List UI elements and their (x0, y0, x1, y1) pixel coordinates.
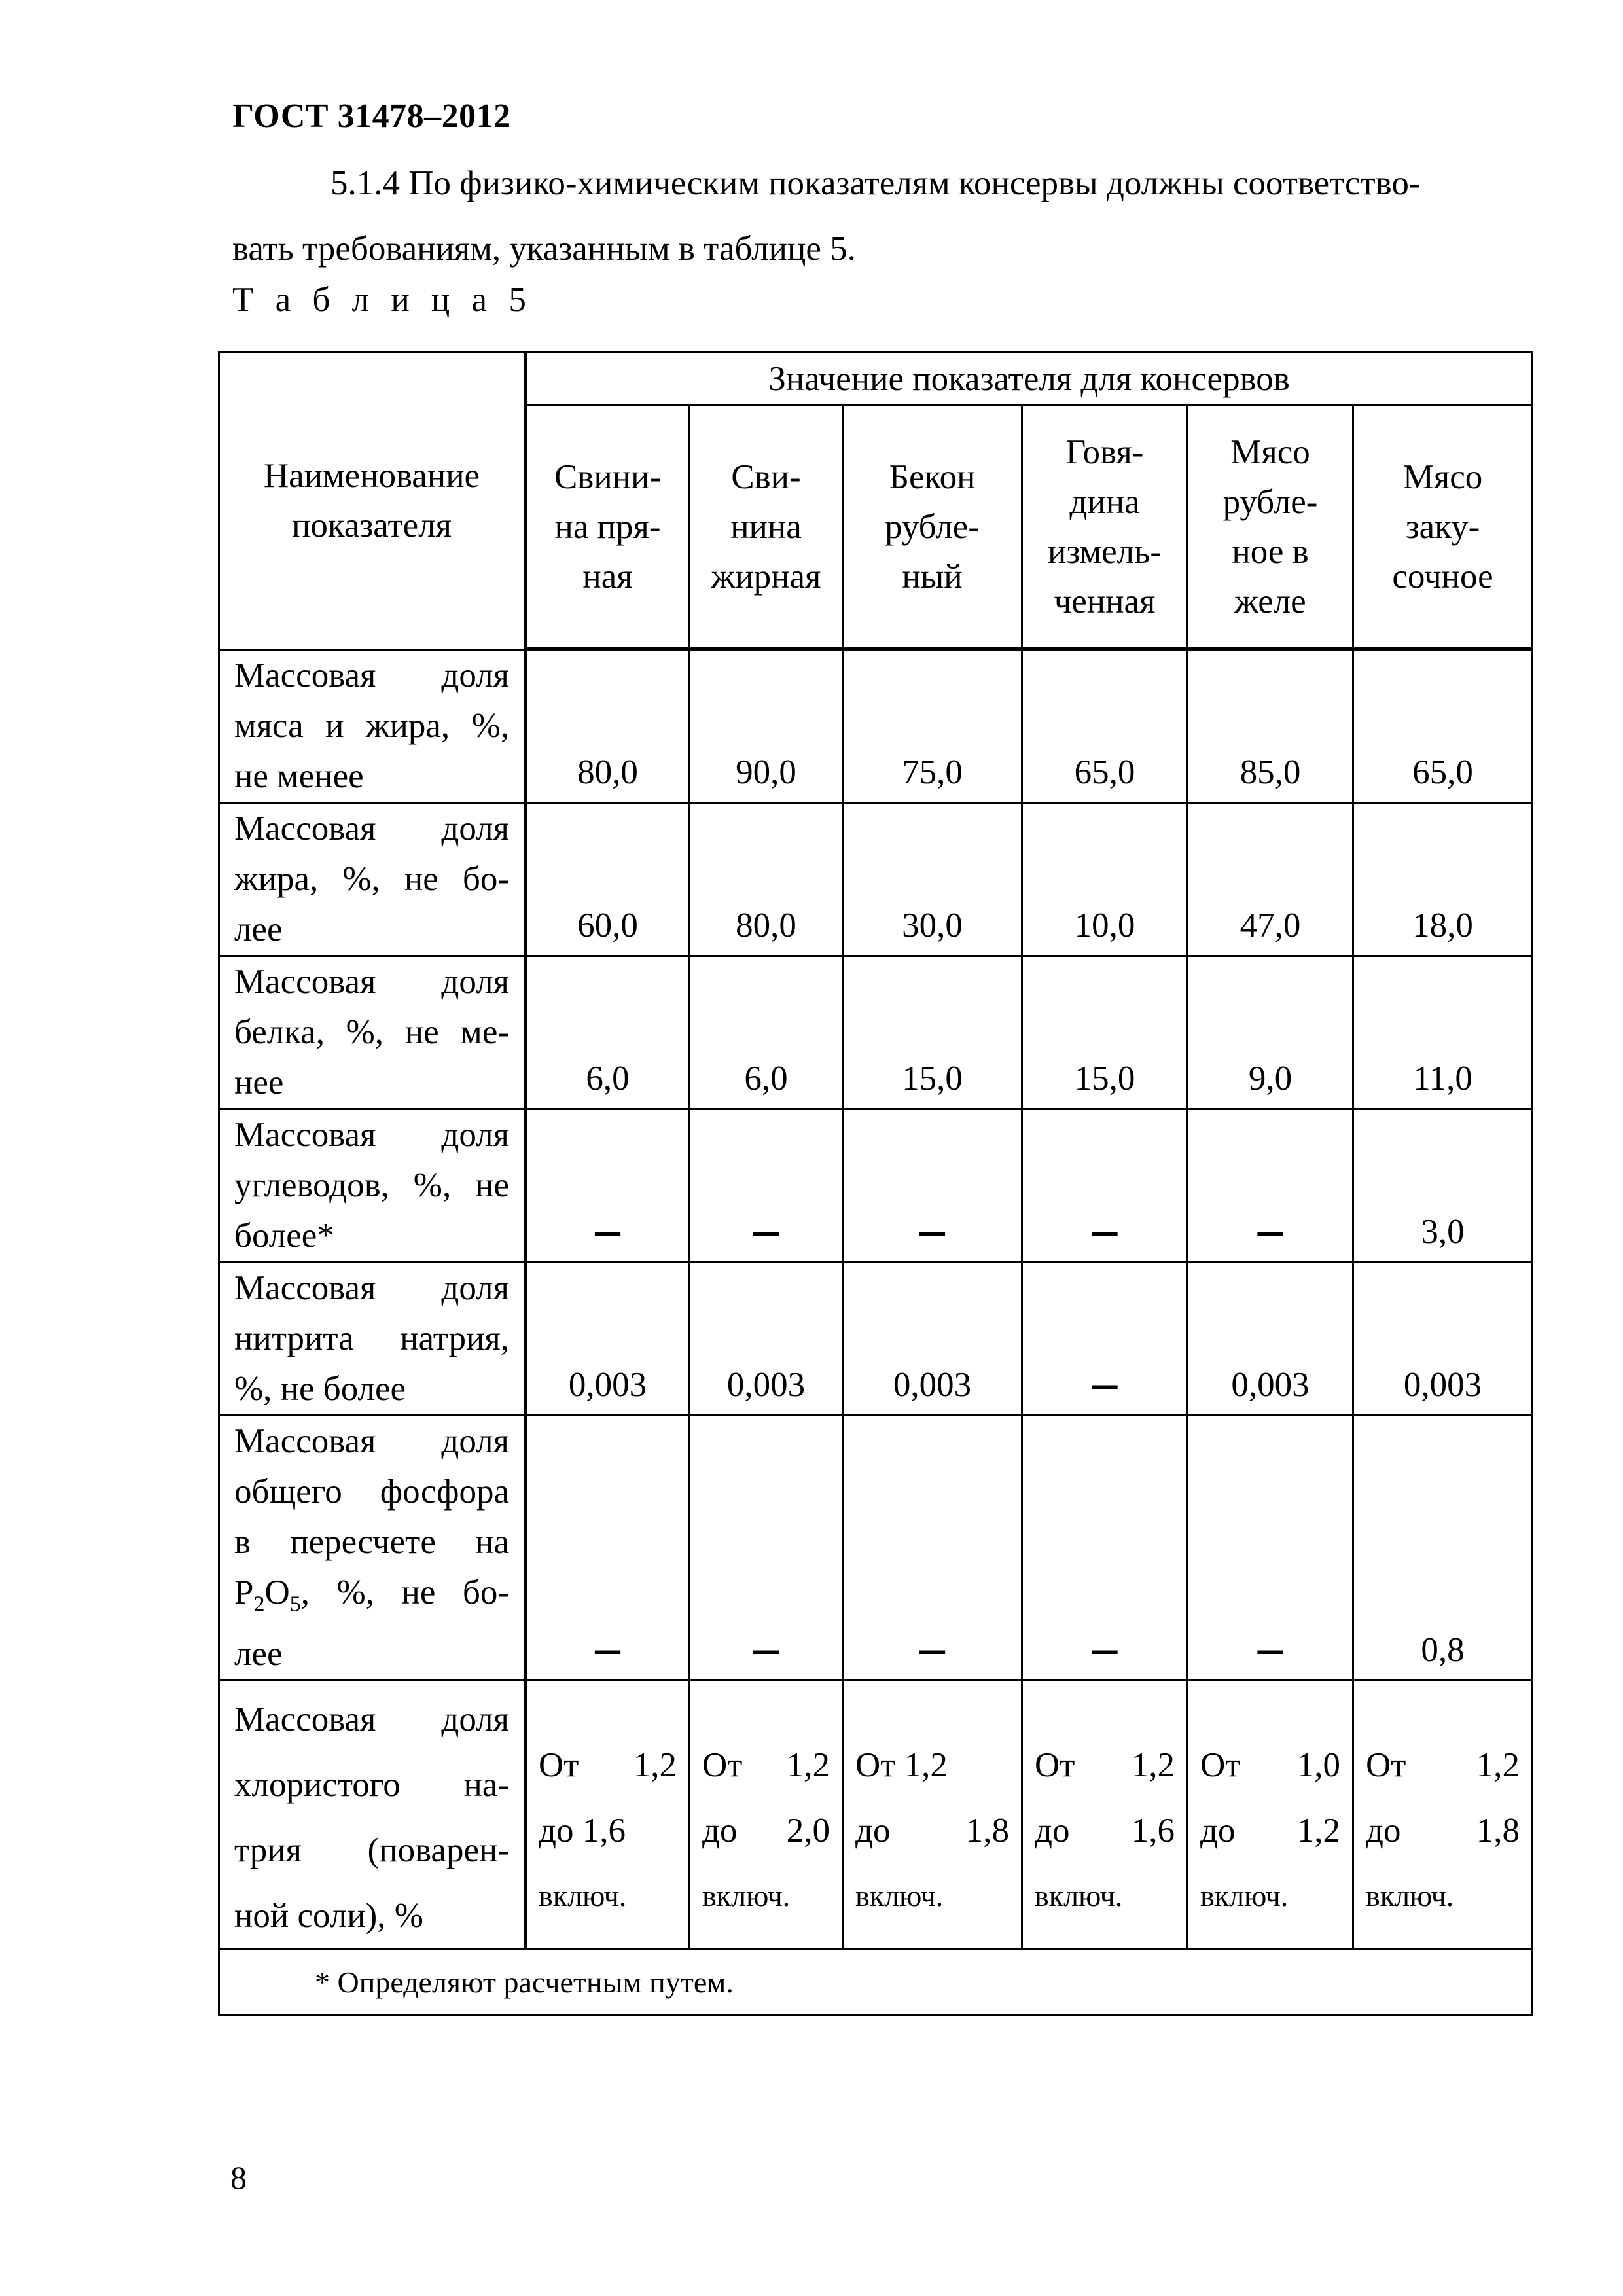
header-values-group: Значение показателя для консервов (526, 353, 1533, 406)
table-row (219, 1109, 1533, 1262)
header-col-meat-jelly: Мясо рубле- ное в желе (1188, 406, 1353, 650)
table-cell: 0,003 (690, 1262, 843, 1415)
table-row (219, 802, 1533, 956)
row-name: Массовая доля общего фосфора в пересчете на $P_2O_5$, %, не бо- лее (219, 1415, 526, 1681)
table-cell: 80,0 (526, 649, 690, 802)
table-cell: От 1,0 до 1,2 включ. (1188, 1681, 1353, 1950)
table-cell: 15,0 (843, 956, 1022, 1109)
intro-paragraph (232, 151, 1531, 281)
table-cell: 9,0 (1188, 956, 1353, 1109)
document-header: ГОСТ 31478–2012 (232, 98, 511, 135)
table-cell: 90,0 (690, 649, 843, 802)
table-cell: От 1,2 до 1,8 включ. (843, 1681, 1022, 1950)
table-row (219, 1681, 1533, 1950)
page-number: 8 (230, 2159, 247, 2196)
table-cell: От 1,2 до 1,8 включ. (1353, 1681, 1533, 1950)
table-cell: 65,0 (1353, 649, 1533, 802)
row-name: Массовая доля нитрита натрия, %, не более (219, 1262, 526, 1415)
table-cell: 0,8 (1353, 1415, 1533, 1681)
row-name: Массовая доля хлористого на- трия (поварен- ной соли), % (219, 1681, 526, 1950)
table-cell: От 1,2 до 2,0 включ. (690, 1681, 843, 1950)
table-cell: 47,0 (1188, 802, 1353, 956)
table-row (219, 649, 1533, 802)
table-cell: — (1188, 1415, 1353, 1681)
row-name: Массовая доля белка, %, не ме- нее (219, 956, 526, 1109)
table-cell: 6,0 (526, 956, 690, 1109)
table-cell: 10,0 (1022, 802, 1188, 956)
intro-line-2: вать требованиям, указанным в таблице 5. (232, 230, 856, 268)
header-col-bacon: Бекон рубле- ный (843, 406, 1022, 650)
header-col-pork-spicy: Свини- на пря- ная (526, 406, 690, 650)
table-cell: 0,003 (1353, 1262, 1533, 1415)
table-cell: 65,0 (1022, 649, 1188, 802)
table-cell: — (1022, 1109, 1188, 1262)
table-cell: — (526, 1109, 690, 1262)
table-cell: — (1022, 1415, 1188, 1681)
table-cell: — (1188, 1109, 1353, 1262)
table-footnote: * Определяют расчетным путем. (219, 1950, 1533, 2015)
table-cell: От 1,2 до 1,6 включ. (1022, 1681, 1188, 1950)
table-cell: — (690, 1415, 843, 1681)
table-cell: 11,0 (1353, 956, 1533, 1109)
row-name: Массовая доля мяса и жира, %, не менее (219, 649, 526, 802)
requirements-table (218, 351, 1533, 2016)
header-indicator-name: Наименование показателя (219, 353, 526, 650)
table-cell: 75,0 (843, 649, 1022, 802)
table-cell: 60,0 (526, 802, 690, 956)
intro-line-1: 5.1.4 По физико-химическим показателям консервы должны соответство- (330, 164, 1421, 202)
table-cell: 6,0 (690, 956, 843, 1109)
header-col-beef: Говя- дина измель- ченная (1022, 406, 1188, 650)
table-cell: — (843, 1415, 1022, 1681)
header-col-meat-snack: Мясо заку- сочное (1353, 406, 1533, 650)
table-cell: — (526, 1415, 690, 1681)
table-caption: Т а б л и ц а 5 (232, 281, 533, 319)
table-cell: 0,003 (843, 1262, 1022, 1415)
table-cell: 18,0 (1353, 802, 1533, 956)
table-row (219, 1415, 1533, 1681)
table-cell: 0,003 (1188, 1262, 1353, 1415)
table-cell: 30,0 (843, 802, 1022, 956)
header-col-pork-fat: Сви- нина жирная (690, 406, 843, 650)
table-cell: 3,0 (1353, 1109, 1533, 1262)
table-row (219, 956, 1533, 1109)
table-cell: — (690, 1109, 843, 1262)
table-row (219, 1262, 1533, 1415)
table-cell: — (843, 1109, 1022, 1262)
table-cell: 80,0 (690, 802, 843, 956)
row-name: Массовая доля углеводов, %, не более* (219, 1109, 526, 1262)
table-cell: 85,0 (1188, 649, 1353, 802)
table-cell: 0,003 (526, 1262, 690, 1415)
table-cell: От 1,2 до 1,6 включ. (526, 1681, 690, 1950)
table-cell: 15,0 (1022, 956, 1188, 1109)
row-name: Массовая доля жира, %, не бо- лее (219, 802, 526, 956)
table-cell: — (1022, 1262, 1188, 1415)
